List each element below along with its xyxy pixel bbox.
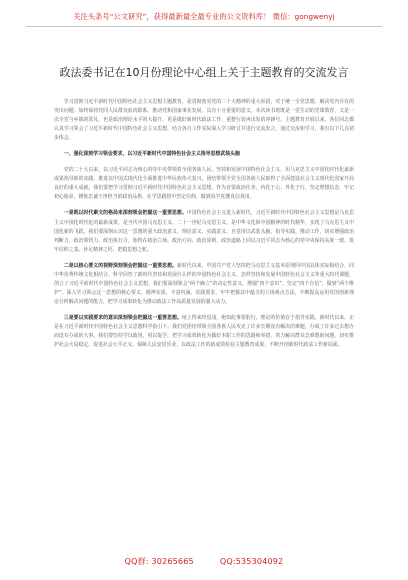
header-divider bbox=[26, 26, 382, 27]
document-body bbox=[54, 98, 354, 357]
paragraph-text: 纸上得来终觉浅，绝知此事要躬行。理论的价值在于指导实践。新时代以来，正是在习近平新时代中国特色社会主义思想科学指引下，我们党团结带领全国各族人民攻克了许多长期没有解决的难题，办成了许多过去想办而没有办成的大事。我们要坚持学以致用、用以促学，把学习成效转化为做好本职工作的思路和举措，着力解决群众急难愁盼问题，切实维护社会大局稳定、促进社会公平正义、保障人民安居乐业，以政法工作的新成效检验主题教育成果，不断开创新时代政法工作新局面。 bbox=[54, 314, 354, 349]
intro-paragraph: 学习贯彻习近平新时代中国特色社会主义思想主题教育，是贯彻落实党的二十大精神的重大举措，对于统一全党思想、解决党内存在的突出问题、始终保持党同人民群众血肉联系、推动党和国家事业发展，具有十分重要的意义。本次读书班既是一堂生动的党课教育，又是一次全党与乡镇的洗礼，也是政治理论水平的大提升，更是做好新时代政法工作、重整行装再出发的冲锋号。主题教育开展以来，各位同志都认真学习领会了习近平新时代中国特色社会主义思想，结合各自工作实际深入学习研讨并进行交流发言，通过交流和学习，我有以下几点初步体会。 bbox=[54, 99, 354, 142]
body-paragraph bbox=[54, 262, 354, 307]
paragraph-text: 中国特色社会主义进入新时代，习近平新时代中国特色社会主义思想是马克思主义中国化时代化的最新成果，是当代中国马克思主义、二十一世纪马克思主义，是中华文化和中国精神的时代精华，实现了马克思主义中国化新的飞跃。我们要深刻认识这一思想的重大政治意义、理论意义、实践意义，自觉用以武装头脑、指导实践、推动工作，切实增强政治判断力、政治领悟力、政治执行力，始终在政治立场、政治方向、政治原则、政治道路上同以习近平同志为核心的党中央保持高度一致，筑牢信仰之基、补足精神之钙、把稳思想之舵。 bbox=[54, 210, 354, 253]
footer-contact bbox=[0, 556, 408, 567]
paragraph-lead: 一是既以时代素文的格局来深刻领会把握这一重要思想。 bbox=[63, 210, 187, 217]
footer-qq-group: QQ群: 30265665 bbox=[124, 557, 194, 566]
paragraph-lead: 三是要以实践要求的意识深刻领会把握这一重要思想。 bbox=[63, 314, 182, 321]
body-paragraph bbox=[54, 209, 354, 254]
paragraph-lead: 二是以核心要义的视野深刻领会把握这一重要思想。 bbox=[63, 262, 177, 269]
paragraph-text: 新时代以来，中国共产党人坚持把马克思主义基本原理同中国具体实际相结合、同中华优秀传统文化相结合，科学回答了新时代坚持和发展什么样的中国特色社会主义、怎样坚持和发展中国特色社会主义等重大时代课题，创立了习近平新时代中国特色社会主义思想。我们要深刻领会“两个确立”的决定性意义，增强“四个意识”、坚定“四个自信”、做到“两个维护”，深入学习领会这一思想的核心要义、精神实质、丰富内涵、实践要求，牢牢把握其中蕴含的立场观点方法，不断提高运用党的创新理论分析解决问题的能力，把学习成果转化为推动政法工作高质量发展的强大动力。 bbox=[54, 262, 354, 305]
section-heading: 一、强化深刻学习领会要求，以习近平新时代中国特色社会主义指导思想武装头脑 bbox=[63, 151, 240, 158]
body-paragraph: 党的二十大以来，以习近平同志为核心的党中央带领着全国各族人民，坚持和发展中国特色社会主义，用马克思主义中国化时代化最新成果指导新的实践，推进以中国式现代化全面推进中华民族伟大复兴，团结带领全党全国各族人民取得了全面建设社会主义现代化国家开局良好的重大成就。我们要把学习贯彻习近平新时代中国特色社会主义思想，作为首要政治任务，内化于心、外化于行，坚定理想信念，牢记初心使命，锤炼忠诚干净担当的政治品格，在学思践悟中坚定信仰，做到真学真懂真信真用。 bbox=[54, 167, 354, 201]
document-title: 政法委书记在10月份理论中心组上关于主题教育的交流发言 bbox=[59, 66, 349, 79]
footer-qq: QQ:535304092 bbox=[219, 557, 284, 566]
header-promo-banner: 关注头条号“公文研究”，获得最新最全最专业的公文资料库！ 微信：gongwenyj bbox=[73, 12, 335, 21]
body-paragraph bbox=[54, 314, 354, 350]
